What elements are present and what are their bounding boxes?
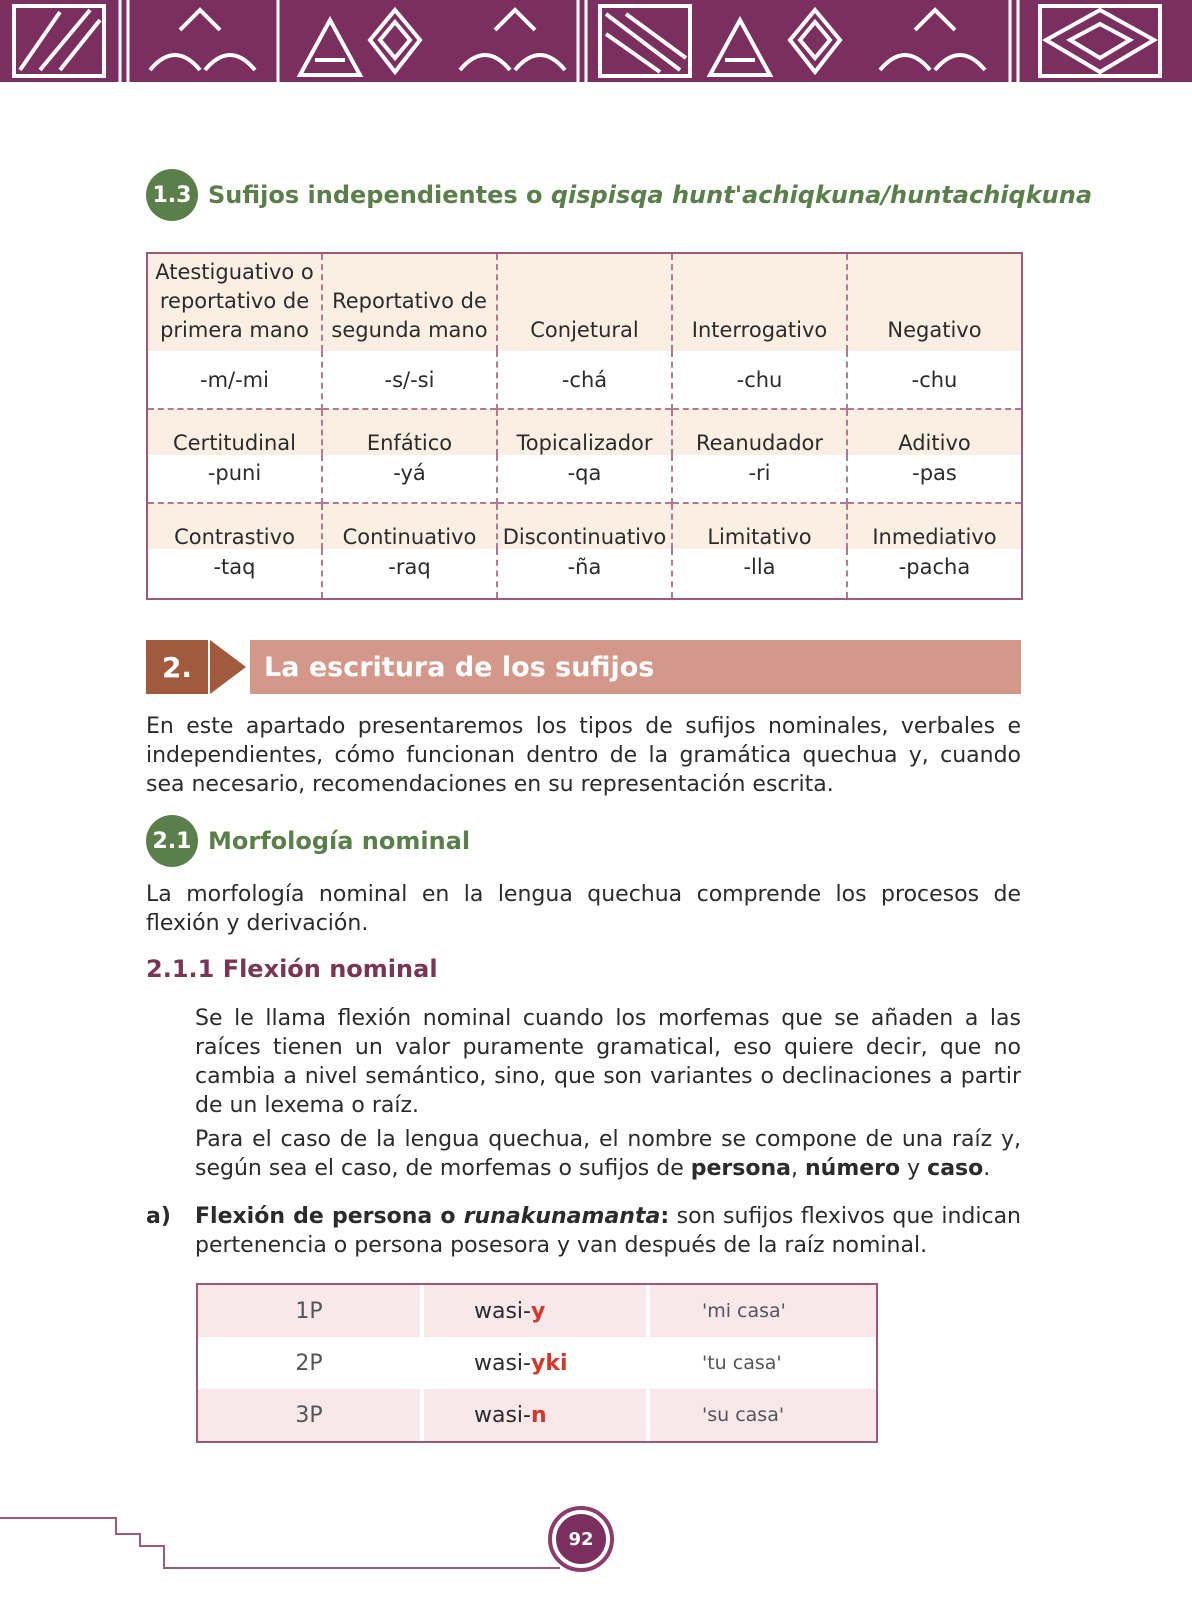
table-cell-suffix: -puni <box>147 455 322 503</box>
table-cell-label: Limitativo <box>672 503 847 549</box>
table-cell-suffix: -pacha <box>847 549 1022 599</box>
subsection-heading: 2.1.1 Flexión nominal <box>146 955 438 983</box>
section-title: La escritura de los sufijos <box>250 640 1021 694</box>
paragraph-flexion-definition: Se le llama flexión nominal cuando los morfemas que se añaden a las raíces tienen un valor puramente gramatical, eso quiere decir, que no cambia a nivel semántico, sino, que son variantes o declinaciones a partir de un lexema o raíz. <box>195 1006 1021 1118</box>
section-2-banner <box>146 640 1021 694</box>
suffix-highlight: yki <box>531 1350 568 1376</box>
table-cell-label: Reportativo de segunda mano <box>322 253 497 351</box>
table-row <box>198 1337 876 1389</box>
table-cell-label: Interrogativo <box>672 253 847 351</box>
table-cell-label: Certitudinal <box>147 409 322 455</box>
list-item-text: Flexión de persona o runakunamanta: son sufijos flexivos que indican pertenencia o persona posesora y van después de la raíz nominal. <box>195 1204 1021 1258</box>
table-cell-label: Topicalizador <box>497 409 672 455</box>
table-cell-label: Continuativo <box>322 503 497 549</box>
person-inflection-table <box>196 1283 878 1443</box>
table-label-row <box>147 253 1022 351</box>
suffix-highlight: y <box>531 1298 546 1324</box>
table-cell-label: Negativo <box>847 253 1022 351</box>
table-label-row <box>147 503 1022 549</box>
table-cell-label: Enfático <box>322 409 497 455</box>
page-number-badge: 92 <box>548 1506 614 1572</box>
table-label-row <box>147 409 1022 455</box>
example-cell: wasi-yki <box>424 1337 650 1389</box>
section-1-3-heading <box>146 169 1092 221</box>
arrow-icon <box>210 640 246 694</box>
table-cell-label: Contrastivo <box>147 503 322 549</box>
section-2-1-intro: La morfología nominal en la lengua quechua comprende los procesos de flexión y derivación. <box>146 882 1021 936</box>
table-cell-label: Discontinuativo <box>497 503 672 549</box>
table-cell-suffix: -taq <box>147 549 322 599</box>
table-cell-suffix: -s/-si <box>322 351 497 409</box>
table-cell-suffix: -qa <box>497 455 672 503</box>
table-value-row <box>147 549 1022 599</box>
section-title: Morfología nominal <box>208 827 471 855</box>
table-cell-label: Reanudador <box>672 409 847 455</box>
table-value-row <box>147 455 1022 503</box>
footer-decorative-lines <box>0 1508 600 1578</box>
section-number-badge: 1.3 <box>146 169 198 221</box>
table-value-row <box>147 351 1022 409</box>
suffix-highlight: n <box>531 1402 547 1428</box>
section-2-1-heading <box>146 815 470 867</box>
paragraph-noun-composition: Para el caso de la lengua quechua, el nombre se compone de una raíz y, según sea el caso, de morfemas o sufijos de persona, número y caso. <box>195 1127 1021 1181</box>
table-row <box>198 1389 876 1441</box>
gloss-cell: 'mi casa' <box>650 1285 876 1337</box>
table-cell-suffix: -chu <box>847 351 1022 409</box>
list-item-a <box>146 1202 1021 1260</box>
table-cell-label: Conjetural <box>497 253 672 351</box>
section-number-badge: 2.1 <box>146 815 198 867</box>
table-cell-suffix: -chá <box>497 351 672 409</box>
table-cell-label: Inmediativo <box>847 503 1022 549</box>
person-cell: 3P <box>198 1389 424 1441</box>
table-cell-suffix: -m/-mi <box>147 351 322 409</box>
table-cell-suffix: -chu <box>672 351 847 409</box>
list-item-label: a) <box>146 1204 171 1229</box>
gloss-cell: 'tu casa' <box>650 1337 876 1389</box>
section-number-block: 2. <box>146 640 208 694</box>
example-cell: wasi-n <box>424 1389 650 1441</box>
table-cell-suffix: -pas <box>847 455 1022 503</box>
section-2-intro: En este apartado presentaremos los tipos de sufijos nominales, verbales e independientes, cómo funcionan dentro de la gramática quechua y, cuando sea necesario, recomendaciones en su representación escrita. <box>146 714 1021 797</box>
table-cell-suffix: -raq <box>322 549 497 599</box>
table-cell-suffix: -yá <box>322 455 497 503</box>
decorative-textile-banner <box>0 0 1192 82</box>
example-cell: wasi-y <box>424 1285 650 1337</box>
gloss-cell: 'su casa' <box>650 1389 876 1441</box>
table-row <box>198 1285 876 1337</box>
independent-suffixes-table <box>146 252 1023 600</box>
person-cell: 1P <box>198 1285 424 1337</box>
table-cell-suffix: -ri <box>672 455 847 503</box>
section-title: Sufijos independientes o qispisqa hunt'achiqkuna/huntachiqkuna <box>208 181 1093 209</box>
table-cell-label: Aditivo <box>847 409 1022 455</box>
table-cell-label: Atestiguativo o reportativo de primera mano <box>147 253 322 351</box>
table-cell-suffix: -ña <box>497 549 672 599</box>
person-cell: 2P <box>198 1337 424 1389</box>
table-cell-suffix: -lla <box>672 549 847 599</box>
